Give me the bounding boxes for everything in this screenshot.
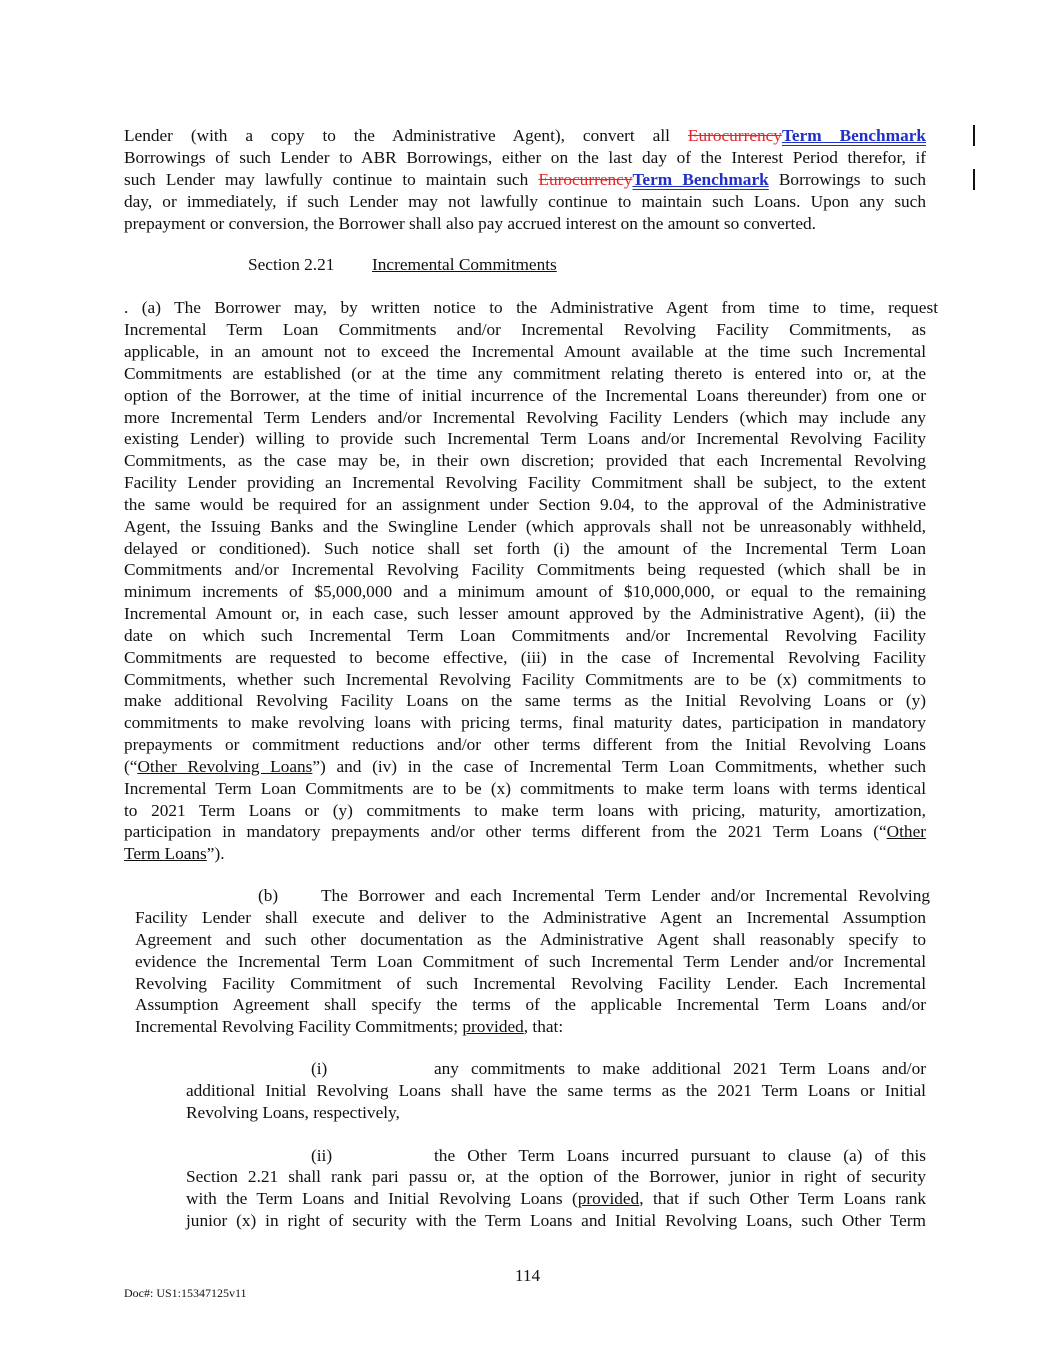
pii-line-3: with the Term Loans and Initial Revolving Loans (provided, that if such Other Term Loans rank: [186, 1189, 926, 1208]
inserted-text: Term Benchmark: [781, 126, 926, 145]
pii-line-2: Section 2.21 shall rank pari passu or, at the option of the Borrower, junior in right of security: [186, 1167, 926, 1186]
page-number: 114: [514, 1266, 541, 1285]
pb-line-2: Facility Lender shall execute and deliver to the Administrative Agent an Incremental Assumption: [135, 908, 926, 927]
defined-term: Term Loans: [124, 844, 207, 863]
pb-line-6: Assumption Agreement shall specify the terms of the applicable Incremental Term Loans and/or: [135, 995, 926, 1014]
pi-label: (i): [311, 1059, 328, 1078]
deleted-text: Eurocurrency: [538, 170, 633, 189]
p1-line-5: prepayment or conversion, the Borrower shall also pay accrued interest on the amount so converted.: [124, 214, 816, 233]
pb-line-3: Agreement and such other documentation as the Administrative Agent shall reasonably specify to: [135, 930, 926, 949]
p1-line-3: such Lender may lawfully continue to maintain such EurocurrencyTerm Benchmark Borrowings to such: [124, 170, 926, 189]
pa-line-7: existing Lender) willing to provide such Incremental Term Loans and/or Incremental Revolving Facility: [124, 429, 926, 448]
defined-term: Other: [886, 822, 926, 841]
deleted-text: Eurocurrency: [687, 126, 782, 145]
pa-line-8: Commitments, as the case may be, in their own discretion; provided that each Incremental Revolving: [124, 451, 926, 470]
pb-line-4: evidence the Incremental Term Loan Commitment of such Incremental Term Lender and/or Incremental: [135, 952, 926, 971]
pa-line-5: option of the Borrower, at the time of initial incurrence of the Incremental Loans thereunder) from one or: [124, 386, 926, 405]
pa-line-9: Facility Lender providing an Incremental Revolving Facility Commitment shall be subject, to the extent: [124, 473, 926, 492]
pa-line-15: Incremental Amount or, in each case, such lesser amount approved by the Administrative Agent), (ii) the: [124, 604, 926, 623]
pa-line-2: Incremental Term Loan Commitments and/or Incremental Revolving Facility Commitments, as: [124, 320, 926, 339]
pa-line-17: Commitments are requested to become effective, (iii) in the case of Incremental Revolving Facility: [124, 648, 926, 667]
change-bar: [973, 169, 975, 190]
pa-line-11: Agent, the Issuing Banks and the Swingline Lender (which approvals shall not be unreasonably withheld,: [124, 517, 926, 536]
pb-line-5: Revolving Facility Commitment of such Incremental Revolving Facility Lender. Each Incremental: [135, 974, 926, 993]
pa-line-12: delayed or conditioned). Such notice shall set forth (i) the amount of the Incremental Term Loan: [124, 539, 926, 558]
p1-line-4: day, or immediately, if such Lender may not lawfully continue to maintain such Loans. Upon any such: [124, 192, 926, 211]
pii-label: (ii): [311, 1146, 333, 1165]
pi-line-2: additional Initial Revolving Loans shall have the same terms as the 2021 Term Loans or Initial: [186, 1081, 926, 1100]
doc-id: Doc#: US1:15347125v11: [124, 1286, 247, 1300]
inserted-text: Term Benchmark: [632, 170, 769, 189]
pii-line-1: the Other Term Loans incurred pursuant to clause (a) of this: [434, 1146, 926, 1165]
pa-line-16: date on which such Incremental Term Loan Commitments and/or Incremental Revolving Facility: [124, 626, 926, 645]
pa-line-24: to 2021 Term Loans or (y) commitments to make term loans with pricing, maturity, amortization,: [124, 801, 926, 820]
pa-line-25: participation in mandatory prepayments and/or other terms different from the 2021 Term Loans (“Other: [124, 822, 926, 841]
pb-line-7: Incremental Revolving Facility Commitments; provided, that:: [135, 1017, 564, 1036]
p1-line-2: Borrowings of such Lender to ABR Borrowings, either on the last day of the Interest Period therefor, if: [124, 148, 926, 167]
defined-term: provided: [577, 1189, 640, 1208]
change-bar: [973, 125, 975, 146]
pa-line-6: more Incremental Term Lenders and/or Incremental Revolving Facility Lenders (which may include any: [124, 408, 926, 427]
pi-line-3: Revolving Loans, respectively,: [186, 1103, 400, 1122]
pa-line-18: Commitments, whether such Incremental Revolving Facility Commitments are to be (x) commitments to: [124, 670, 926, 689]
pa-line-21: prepayments or commitment reductions and/or other terms different from the Initial Revolving Loans: [124, 735, 926, 754]
pa-line-20: commitments to make revolving loans with pricing terms, final maturity dates, participation in mandatory: [124, 713, 926, 732]
pb-label: (b): [258, 886, 279, 905]
pb-line-1: The Borrower and each Incremental Term Lender and/or Incremental Revolving: [321, 886, 930, 905]
defined-term: provided: [462, 1017, 524, 1036]
pa-line-23: Incremental Term Loan Commitments are to be (x) commitments to make term loans with terms identical: [124, 779, 926, 798]
pa-line-4: Commitments are established (or at the time any commitment relating thereto is entered into or, at the: [124, 364, 926, 383]
pa-line-13: Commitments and/or Incremental Revolving Facility Commitments being requested (which shall be in: [124, 560, 926, 579]
pa-line-26: Term Loans”).: [124, 844, 225, 863]
pa-line-10: the same would be required for an assignment under Section 9.04, to the approval of the Administrative: [124, 495, 926, 514]
section-title: Incremental Commitments: [372, 255, 557, 274]
pa-line-3: applicable, in an amount not to exceed the Incremental Amount available at the time such Incremental: [124, 342, 926, 361]
pa-line-19: make additional Revolving Facility Loans on the same terms as the Initial Revolving Loans or (y): [124, 691, 926, 710]
pi-line-1: any commitments to make additional 2021 Term Loans and/or: [434, 1059, 926, 1078]
pa-line-14: minimum increments of $5,000,000 and a minimum amount of $10,000,000, or equal to the remaining: [124, 582, 926, 601]
defined-term: Other Revolving Loans: [137, 757, 313, 776]
pii-line-4: junior (x) in right of security with the Term Loans and Initial Revolving Loans, such Other Term: [186, 1211, 926, 1230]
section-number: Section 2.21: [248, 255, 335, 274]
p1-line-1: Lender (with a copy to the Administrative Agent), convert all EurocurrencyTerm Benchmark: [124, 126, 926, 145]
pa-line-22: (“Other Revolving Loans”) and (iv) in the case of Incremental Term Loan Commitments, whether such: [124, 757, 926, 776]
pa-line-1: . (a) The Borrower may, by written notice to the Administrative Agent from time to time, request: [124, 298, 938, 317]
